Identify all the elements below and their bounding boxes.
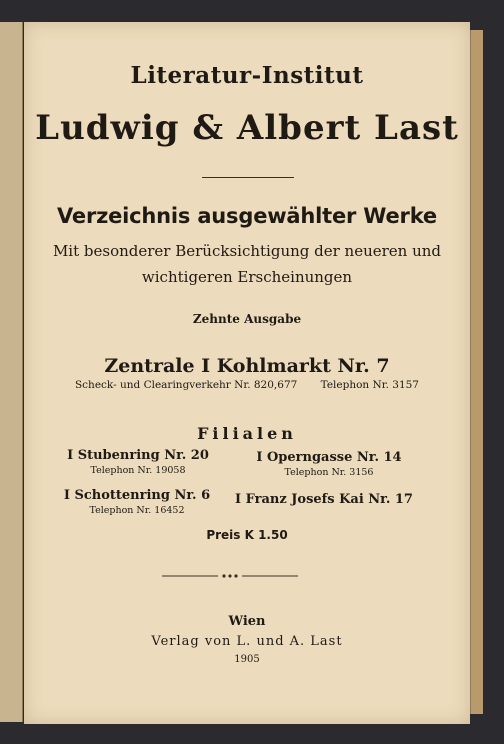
branch-name: I Stubenring Nr. 20 [67,448,209,463]
imprint-publisher: Verlag von L. und A. Last [151,634,343,649]
branch-name: I Schottenring Nr. 6 [63,488,211,503]
branch-operngasse [244,450,414,478]
price-label: Preis K 1.50 [206,528,288,542]
imprint-year: 1905 [234,654,260,665]
page-edges [470,30,483,714]
branches-heading: Filialen [197,424,297,443]
divider-rule [202,177,294,178]
central-telephone: Telephon Nr. 3157 [320,379,419,391]
catalog-title: Verzeichnis ausgewählter Werke [57,204,437,228]
book-cover-edge [0,22,23,722]
imprint-city: Wien [228,614,266,629]
edition-label: Zehnte Ausgabe [192,312,302,326]
branch-name: I Franz Josefs Kai Nr. 17 [235,492,413,507]
check-clearing-number: Scheck- und Clearingverkehr Nr. 820,677 [74,379,298,391]
central-contact [24,379,470,391]
publisher-names: Ludwig & Albert Last [35,108,459,148]
branch-telephone: Telephon Nr. 16452 [89,505,185,516]
catalog-subtitle-line2: wichtigeren Erscheinungen [141,268,353,286]
catalog-subtitle-line1: Mit besonderer Berücksichtigung der neueren und [52,242,442,260]
branch-stubenring [58,448,218,476]
branch-name: I Operngasse Nr. 14 [256,450,402,465]
branch-franz-josefs-kai [224,492,424,507]
branch-schottenring [52,488,222,516]
central-address: Zentrale I Kohlmarkt Nr. 7 [104,355,390,377]
ornament-rule [162,571,298,581]
institute-title: Literatur-Institut [130,62,364,89]
title-page [24,22,470,724]
branch-telephone: Telephon Nr. 3156 [284,467,374,478]
branch-telephone: Telephon Nr. 19058 [90,465,186,476]
